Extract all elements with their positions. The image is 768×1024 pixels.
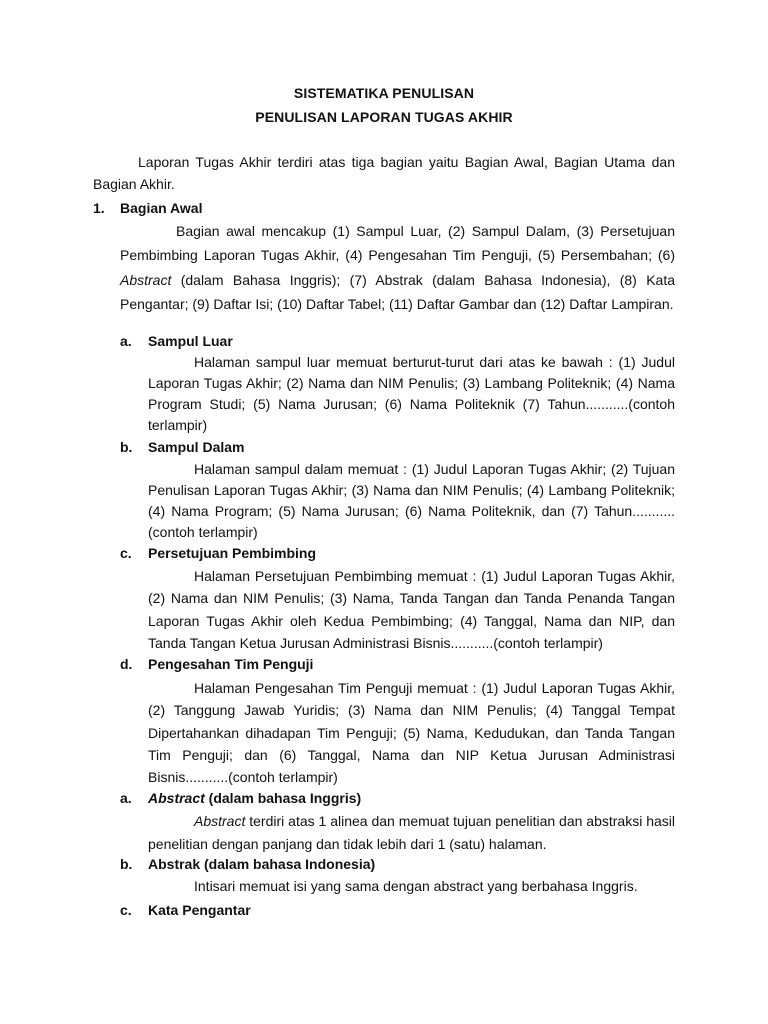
subsection-heading-italic: Abstract (148, 790, 205, 806)
subsection-heading: Pengesahan Tim Penguji (148, 656, 314, 672)
document-subtitle: PENULISAN LAPORAN TUGAS AKHIR (255, 109, 513, 125)
section-number: 1. (93, 200, 105, 216)
subsection-body-rest: terdiri atas 1 alinea dan memuat tujuan penelitian dan abstraksi hasil penelitian dengan panjang dan tidak lebih dari 1 (satu) halaman. (148, 813, 675, 852)
section-body-part2: (dalam Bahasa Inggris); (7) Abstrak (dalam Bahasa Indonesia), (8) Kata Pengantar; (9) Daftar Isi; (10) Daftar Tabel; (11) Daftar Gambar dan (12) Daftar Lampiran. (120, 271, 675, 313)
section-heading: Bagian Awal (120, 200, 203, 216)
subsection-letter: b. (120, 856, 133, 872)
subsection-letter: c. (120, 902, 132, 918)
subsection-letter: a. (120, 333, 132, 349)
subsection-paragraph: Halaman Persetujuan Pembimbing memuat : (1) Judul Laporan Tugas Akhir, (2) Nama dan NIM Penulis; (3) Nama, Tanda Tangan dan Tanda Penanda Tangan Laporan Tugas Akhir oleh Kedua Pembimbing; (4) Tanggal, Nama dan NIP, dan Tanda Tangan Ketua Jurusan Administrasi Bisnis...........(contoh terlampir) (148, 568, 675, 651)
subsection-letter: a. (120, 790, 132, 806)
subsection-heading: Sampul Luar (148, 333, 233, 349)
subsection-letter: b. (120, 439, 133, 455)
subsection-heading: Persetujuan Pembimbing (148, 545, 317, 561)
subsection-paragraph: Halaman Pengesahan Tim Penguji memuat : (1) Judul Laporan Tugas Akhir, (2) Tanggung Jawab Yuridis; (3) Nama dan NIM Penulis; (4) Tanggal Tempat Dipertahankan dihadapan Tim Penguji; (5) Nama, Kedudukan, dan Tanda Tangan Tim Penguji; dan (6) Tanggal, Nama dan NIP Ketua Jurusan Administrasi Bisnis...........(contoh terlampir) (148, 680, 675, 786)
subsection-paragraph: Halaman sampul dalam memuat : (1) Judul Laporan Tugas Akhir; (2) Tujuan Penulisan Laporan Tugas Akhir; (3) Nama dan NIM Penulis; (4) Lambang Politeknik; (4) Nama Program; (5) Nama Jurusan; (6) Nama Politeknik, dan (7) Tahun...........(contoh terlampir) (148, 461, 675, 540)
section-body-italic: Abstract (120, 271, 172, 288)
intro-paragraph: Laporan Tugas Akhir terdiri atas tiga bagian yaitu Bagian Awal, Bagian Utama dan Bagian Akhir. (93, 154, 675, 192)
document-title: SISTEMATIKA PENULISAN (293, 85, 475, 101)
subsection-paragraph (148, 810, 675, 856)
section-paragraph (120, 219, 675, 317)
subsection-body-italic: Abstract (194, 813, 246, 829)
section-body-part1: Bagian awal mencakup (1) Sampul Luar, (2) Sampul Dalam, (3) Persetujuan Pembimbing Laporan Tugas Akhir, (4) Pengesahan Tim Penguji, (5) Persembahan; (6) (120, 223, 675, 264)
subsection-paragraph: Halaman sampul luar memuat berturut-turut dari atas ke bawah : (1) Judul Laporan Tugas Akhir; (2) Nama dan NIM Penulis; (3) Lambang Politeknik; (4) Nama Program Studi; (5) Nama Jurusan; (6) Nama Politeknik (7) Tahun...........(contoh terlampir) (148, 354, 675, 433)
subsection-heading: Kata Pengantar (148, 902, 251, 918)
subsection-heading (148, 790, 361, 806)
subsection-letter: c. (120, 545, 132, 561)
subsection-paragraph: Intisari memuat isi yang sama dengan abstract yang berbahasa Inggris. (194, 878, 638, 894)
subsection-heading: Sampul Dalam (148, 439, 245, 455)
subsection-letter: d. (120, 656, 133, 672)
subsection-heading: Abstrak (dalam bahasa Indonesia) (148, 856, 376, 872)
subsection-heading-rest: (dalam bahasa Inggris) (204, 790, 362, 806)
